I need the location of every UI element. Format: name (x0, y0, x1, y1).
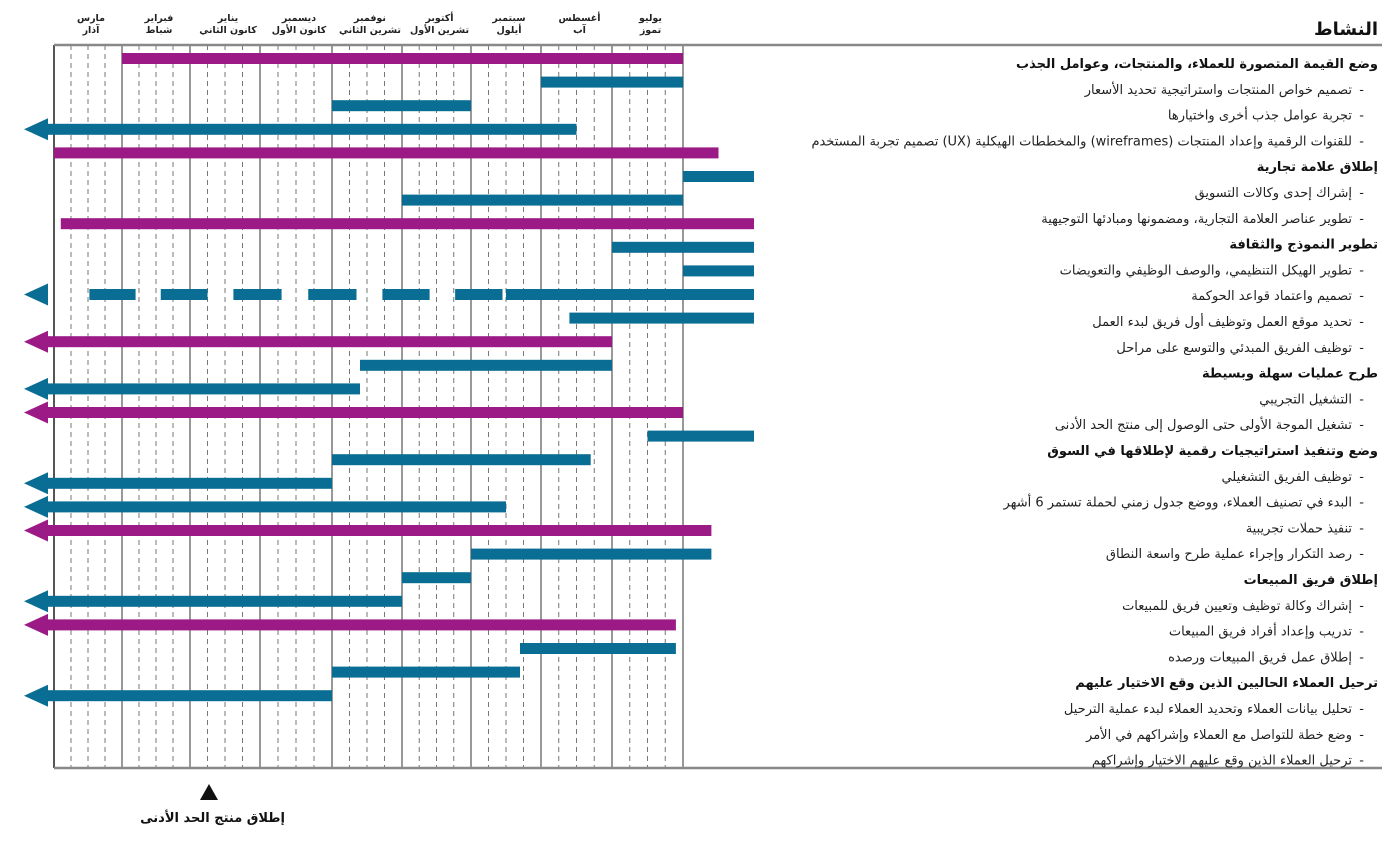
task-label: تطوير عناصر العلامة التجارية، ومضمونها ومبادئها التوجيهية (1041, 211, 1352, 227)
month-sublabel: شباط (145, 25, 173, 36)
bar-segment (382, 289, 429, 300)
month-label: أغسطس (558, 13, 601, 24)
bullet-dash: - (1359, 598, 1364, 614)
bullet-dash: - (1359, 392, 1364, 408)
month-sublabel: تموز (639, 25, 662, 36)
left-arrow-icon (24, 118, 48, 140)
month-sublabel: أيلول (496, 25, 522, 36)
bullet-dash: - (1359, 418, 1364, 434)
bar-segment (161, 289, 208, 300)
month-label: ديسمبر (281, 13, 317, 24)
bullet-dash: - (1359, 650, 1364, 666)
bullet-dash: - (1359, 469, 1364, 485)
task-label: تصميم تجربة المستخدم (UX) والمخططات الهيكلية (wireframes) للقنوات الرقمية وإعداد المنتجات (811, 134, 1352, 150)
phase-bar (46, 336, 612, 347)
task-label: إطلاق عمل فريق المبيعات ورصده (1168, 650, 1352, 666)
month-sublabel: آذار (82, 25, 100, 36)
bar-segment (506, 289, 754, 300)
phase-label: تطوير النموذج والثقافة (1229, 237, 1378, 253)
bars (24, 53, 754, 707)
milestone (140, 784, 285, 826)
month-label: سبتمبر (492, 13, 526, 24)
month-label: نوفمبر (354, 13, 386, 24)
month-label: يناير (217, 13, 239, 24)
phase-label: إطلاق فريق المبيعات (1243, 573, 1378, 588)
bullet-dash: - (1359, 547, 1364, 563)
month-label: مارس (76, 13, 106, 24)
task-bar (46, 596, 402, 607)
bullet-dash: - (1359, 289, 1364, 305)
task-bar (402, 195, 683, 206)
month-sublabel: تشرين الأول (409, 25, 470, 36)
activity-labels (811, 57, 1378, 769)
task-label: تدريب وإعداد أفراد فريق المبيعات (1168, 624, 1352, 640)
bullet-dash: - (1359, 108, 1364, 124)
left-arrow-icon (24, 472, 48, 494)
task-bar (332, 667, 520, 678)
month-sublabel: كانون الأول (271, 25, 327, 36)
task-bar (541, 77, 683, 88)
task-label: تشغيل الموجة الأولى حتى الوصول إلى منتج الحد الأدنى (1054, 418, 1352, 434)
phase-label: طرح عمليات سهلة وبسيطة (1201, 366, 1378, 382)
task-label: رصد التكرار وإجراء عملية طرح واسعة النطاق (1105, 547, 1352, 563)
phase-bar (46, 619, 676, 630)
bullet-dash: - (1359, 624, 1364, 640)
month-sublabel: آب (573, 25, 586, 36)
phase-label: وضع وتنفيذ استراتيجيات رقمية لإطلاقها في السوق (1047, 444, 1378, 459)
task-label: إشراك إحدى وكالات التسويق (1194, 186, 1352, 201)
bullet-dash: - (1359, 186, 1364, 201)
left-arrow-icon (24, 331, 48, 353)
bullet-dash: - (1359, 134, 1364, 150)
month-sublabel: تشرين الثاني (338, 25, 402, 36)
task-label: إشراك وكالة توظيف وتعيين فريق للمبيعات (1122, 598, 1352, 614)
task-bar (332, 100, 471, 111)
task-label: تصميم واعتماد قواعد الحوكمة (1191, 289, 1352, 305)
task-bar (46, 690, 332, 701)
task-label: تطوير الهيكل التنظيمي، والوصف الوظيفي والتعويضات (1059, 263, 1352, 279)
task-bar (520, 643, 676, 654)
left-arrow-icon (24, 284, 48, 306)
task-bar (471, 549, 711, 560)
month-label: فبراير (144, 13, 174, 24)
bullet-dash: - (1359, 753, 1364, 769)
left-arrow-icon (24, 520, 48, 542)
bar-segment (308, 289, 356, 300)
phase-bar (46, 525, 711, 536)
task-bar (46, 478, 332, 489)
left-arrow-icon (24, 590, 48, 612)
bullet-dash: - (1359, 702, 1364, 717)
task-bar (648, 431, 755, 442)
task-label: البدء في تصنيف العملاء، ووضع جدول زمني لحملة تستمر 6 أشهر (1003, 495, 1352, 511)
left-arrow-icon (24, 614, 48, 636)
task-label: تصميم خواص المنتجات واستراتيجية تحديد الأسعار (1084, 82, 1352, 98)
task-label: تحديد موقع العمل وتوظيف أول فريق لبدء العمل (1092, 315, 1352, 330)
task-bar (46, 501, 506, 512)
bullet-dash: - (1359, 495, 1364, 511)
task-label: تنفيذ حملات تجريبية (1245, 521, 1352, 537)
bullet-dash: - (1359, 263, 1364, 279)
task-label: تحليل بيانات العملاء وتحديد العملاء لبدء عملية الترحيل (1063, 702, 1352, 717)
milestone-label: إطلاق منتج الحد الأدنى (140, 811, 285, 826)
task-label: التشغيل التجريبي (1259, 392, 1352, 408)
task-label: وضع خطة للتواصل مع العملاء وإشراكهم في الأمر (1086, 727, 1352, 743)
bar-segment (455, 289, 502, 300)
month-label: يوليو (639, 13, 662, 24)
task-bar (569, 313, 754, 324)
bullet-dash: - (1359, 315, 1364, 330)
month-label: أكتوبر (425, 13, 454, 24)
left-arrow-icon (24, 685, 48, 707)
bullet-dash: - (1359, 82, 1364, 98)
month-sublabel: كانون الثاني (199, 25, 257, 36)
phase-bar (54, 147, 719, 158)
bullet-dash: - (1359, 727, 1364, 743)
task-label: تجربة عوامل جذب أخرى واختيارها (1167, 108, 1352, 124)
left-arrow-icon (24, 496, 48, 518)
task-bar (402, 572, 471, 583)
task-bar (360, 360, 612, 371)
task-label: توظيف الفريق التشغيلي (1221, 469, 1352, 485)
task-bar (683, 265, 754, 276)
task-bar (46, 383, 360, 394)
bullet-dash: - (1359, 521, 1364, 537)
bar-segment (89, 289, 135, 300)
task-bar (683, 171, 754, 182)
bullet-dash: - (1359, 340, 1364, 356)
bullet-dash: - (1359, 211, 1364, 227)
phase-label: وضع القيمة المتصورة للعملاء، والمنتجات، وعوامل الجذب (1016, 57, 1378, 72)
phase-bar (61, 218, 754, 229)
bar-segment (233, 289, 281, 300)
milestone-marker-icon (200, 784, 218, 800)
month-header (77, 11, 662, 36)
phase-label: ترحيل العملاء الحاليين الذين وقع الاختيار عليهم (1075, 676, 1378, 692)
task-bar (332, 454, 591, 465)
phase-label: إطلاق علامة تجارية (1256, 160, 1378, 176)
task-label: توظيف الفريق المبدئي والتوسع على مراحل (1116, 340, 1352, 356)
left-arrow-icon (24, 402, 48, 424)
phase-bar (122, 53, 683, 64)
task-bar (46, 124, 577, 135)
task-label: ترحيل العملاء الذين وقع عليهم الاختيار وإشراكهم (1091, 753, 1352, 769)
left-arrow-icon (24, 378, 48, 400)
activity-header: النشاط (1313, 19, 1378, 40)
phase-bar (46, 407, 683, 418)
task-bar (612, 242, 754, 253)
